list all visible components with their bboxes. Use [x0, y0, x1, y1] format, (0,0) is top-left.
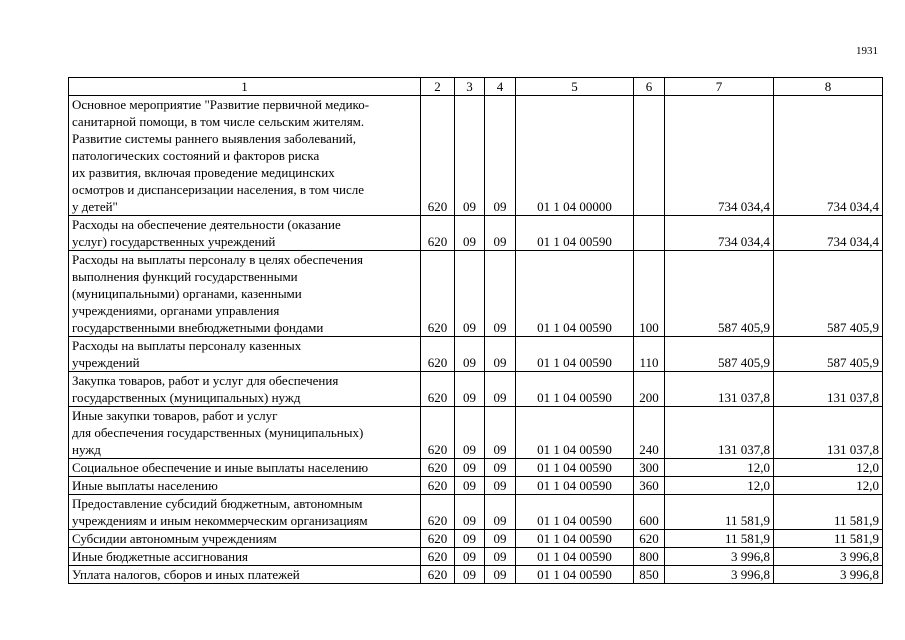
table-row — [69, 459, 883, 477]
column-header: 6 — [634, 78, 665, 96]
ministry-code-cell: 620 — [421, 337, 455, 372]
table-body — [69, 96, 883, 584]
column-header: 1 — [69, 78, 421, 96]
ministry-code-cell: 620 — [421, 96, 455, 216]
amount-cell: 587 405,9 — [665, 251, 774, 337]
section-code-cell: 09 — [455, 566, 485, 584]
row-name-line: для обеспечения государственных (муниципальных) — [72, 425, 364, 440]
ministry-code-cell: 620 — [421, 477, 455, 495]
expense-type-cell: 600 — [634, 495, 665, 530]
subsection-code-cell: 09 — [485, 495, 516, 530]
row-name-cell — [69, 548, 421, 566]
expense-type-cell: 110 — [634, 337, 665, 372]
target-article-cell: 01 1 04 00590 — [516, 530, 634, 548]
row-name-line: Иные выплаты населению — [72, 478, 218, 493]
row-name-line: у детей" — [72, 199, 118, 214]
table-row — [69, 566, 883, 584]
row-name-cell — [69, 216, 421, 251]
ministry-code-cell: 620 — [421, 407, 455, 459]
row-name-cell — [69, 372, 421, 407]
ministry-code-cell: 620 — [421, 372, 455, 407]
row-name-line: Субсидии автономным учреждениям — [72, 531, 277, 546]
row-name-line: Социальное обеспечение и иные выплаты населению — [72, 460, 369, 475]
section-code-cell: 09 — [455, 337, 485, 372]
amount-total-cell: 734 034,4 — [774, 216, 883, 251]
row-name-cell — [69, 477, 421, 495]
row-name-cell — [69, 251, 421, 337]
expense-type-cell: 300 — [634, 459, 665, 477]
amount-total-cell: 11 581,9 — [774, 495, 883, 530]
subsection-code-cell: 09 — [485, 96, 516, 216]
row-name-line: Иные бюджетные ассигнования — [72, 549, 249, 564]
subsection-code-cell: 09 — [485, 337, 516, 372]
amount-total-cell: 12,0 — [774, 477, 883, 495]
target-article-cell: 01 1 04 00590 — [516, 407, 634, 459]
row-name-cell — [69, 96, 421, 216]
row-name-line: патологических состояний и факторов риска — [72, 148, 320, 163]
subsection-code-cell: 09 — [485, 372, 516, 407]
amount-cell: 12,0 — [665, 459, 774, 477]
row-name-line: Развитие системы раннего выявления заболеваний, — [72, 131, 356, 146]
row-name-line: учреждениям и иным некоммерческим организациям — [72, 513, 368, 528]
amount-cell: 3 996,8 — [665, 548, 774, 566]
amount-total-cell: 587 405,9 — [774, 337, 883, 372]
table-row — [69, 96, 883, 216]
budget-table — [68, 77, 883, 584]
section-code-cell: 09 — [455, 96, 485, 216]
table-row — [69, 251, 883, 337]
table-row — [69, 530, 883, 548]
expense-type-cell: 850 — [634, 566, 665, 584]
subsection-code-cell: 09 — [485, 216, 516, 251]
ministry-code-cell: 620 — [421, 216, 455, 251]
target-article-cell: 01 1 04 00000 — [516, 96, 634, 216]
row-name-cell — [69, 566, 421, 584]
table-row — [69, 337, 883, 372]
column-header: 5 — [516, 78, 634, 96]
row-name-line: осмотров и диспансеризации населения, в том числе — [72, 182, 365, 197]
ministry-code-cell: 620 — [421, 459, 455, 477]
expense-type-cell: 240 — [634, 407, 665, 459]
amount-cell: 587 405,9 — [665, 337, 774, 372]
section-code-cell: 09 — [455, 495, 485, 530]
row-name-cell — [69, 495, 421, 530]
amount-total-cell: 131 037,8 — [774, 372, 883, 407]
row-name-line: государственными внебюджетными фондами — [72, 320, 324, 335]
ministry-code-cell: 620 — [421, 566, 455, 584]
target-article-cell: 01 1 04 00590 — [516, 566, 634, 584]
amount-cell: 734 034,4 — [665, 216, 774, 251]
subsection-code-cell: 09 — [485, 407, 516, 459]
expense-type-cell: 620 — [634, 530, 665, 548]
row-name-line: Предоставление субсидий бюджетным, автономным — [72, 496, 363, 511]
row-name-cell — [69, 407, 421, 459]
amount-total-cell: 131 037,8 — [774, 407, 883, 459]
subsection-code-cell: 09 — [485, 477, 516, 495]
row-name-line: Расходы на выплаты персоналу казенных — [72, 338, 302, 353]
amount-total-cell: 3 996,8 — [774, 548, 883, 566]
target-article-cell: 01 1 04 00590 — [516, 372, 634, 407]
section-code-cell: 09 — [455, 407, 485, 459]
row-name-line: санитарной помощи, в том числе сельским жителям. — [72, 114, 365, 129]
row-name-cell — [69, 459, 421, 477]
row-name-line: Закупка товаров, работ и услуг для обеспечения — [72, 373, 339, 388]
ministry-code-cell: 620 — [421, 530, 455, 548]
target-article-cell: 01 1 04 00590 — [516, 495, 634, 530]
column-header: 3 — [455, 78, 485, 96]
table-row — [69, 477, 883, 495]
row-name-line: учреждениями, органами управления — [72, 303, 280, 318]
header-row — [69, 78, 883, 96]
section-code-cell: 09 — [455, 530, 485, 548]
column-header: 8 — [774, 78, 883, 96]
expense-type-cell — [634, 216, 665, 251]
target-article-cell: 01 1 04 00590 — [516, 548, 634, 566]
column-header: 7 — [665, 78, 774, 96]
subsection-code-cell: 09 — [485, 459, 516, 477]
expense-type-cell: 100 — [634, 251, 665, 337]
ministry-code-cell: 620 — [421, 251, 455, 337]
amount-total-cell: 11 581,9 — [774, 530, 883, 548]
ministry-code-cell: 620 — [421, 548, 455, 566]
amount-cell: 131 037,8 — [665, 407, 774, 459]
table-row — [69, 372, 883, 407]
row-name-line: услуг) государственных учреждений — [72, 234, 276, 249]
ministry-code-cell: 620 — [421, 495, 455, 530]
table-row — [69, 407, 883, 459]
table-row — [69, 216, 883, 251]
column-header: 2 — [421, 78, 455, 96]
target-article-cell: 01 1 04 00590 — [516, 337, 634, 372]
section-code-cell: 09 — [455, 372, 485, 407]
amount-total-cell: 587 405,9 — [774, 251, 883, 337]
amount-cell: 11 581,9 — [665, 495, 774, 530]
section-code-cell: 09 — [455, 459, 485, 477]
subsection-code-cell: 09 — [485, 548, 516, 566]
expense-type-cell: 360 — [634, 477, 665, 495]
section-code-cell: 09 — [455, 548, 485, 566]
page-number: 1931 — [856, 45, 878, 57]
amount-total-cell: 3 996,8 — [774, 566, 883, 584]
row-name-line: выполнения функций государственными — [72, 269, 298, 284]
target-article-cell: 01 1 04 00590 — [516, 459, 634, 477]
row-name-line: Расходы на выплаты персоналу в целях обеспечения — [72, 252, 364, 267]
amount-cell: 734 034,4 — [665, 96, 774, 216]
target-article-cell: 01 1 04 00590 — [516, 477, 634, 495]
row-name-line: Уплата налогов, сборов и иных платежей — [72, 567, 300, 582]
subsection-code-cell: 09 — [485, 251, 516, 337]
row-name-line: их развития, включая проведение медицинских — [72, 165, 335, 180]
row-name-cell — [69, 337, 421, 372]
row-name-line: государственных (муниципальных) нужд — [72, 390, 301, 405]
amount-cell: 3 996,8 — [665, 566, 774, 584]
expense-type-cell: 200 — [634, 372, 665, 407]
subsection-code-cell: 09 — [485, 530, 516, 548]
section-code-cell: 09 — [455, 251, 485, 337]
expense-type-cell — [634, 96, 665, 216]
section-code-cell: 09 — [455, 216, 485, 251]
expense-type-cell: 800 — [634, 548, 665, 566]
row-name-line: (муниципальными) органами, казенными — [72, 286, 302, 301]
amount-cell: 131 037,8 — [665, 372, 774, 407]
amount-cell: 11 581,9 — [665, 530, 774, 548]
column-header: 4 — [485, 78, 516, 96]
target-article-cell: 01 1 04 00590 — [516, 216, 634, 251]
section-code-cell: 09 — [455, 477, 485, 495]
target-article-cell: 01 1 04 00590 — [516, 251, 634, 337]
row-name-line: нужд — [72, 442, 101, 457]
row-name-line: Основное мероприятие "Развитие первичной медико- — [72, 97, 370, 112]
amount-total-cell: 734 034,4 — [774, 96, 883, 216]
row-name-line: учреждений — [72, 355, 140, 370]
table-row — [69, 495, 883, 530]
row-name-line: Иные закупки товаров, работ и услуг — [72, 408, 278, 423]
row-name-line: Расходы на обеспечение деятельности (оказание — [72, 217, 341, 232]
table-row — [69, 548, 883, 566]
subsection-code-cell: 09 — [485, 566, 516, 584]
row-name-cell — [69, 530, 421, 548]
amount-cell: 12,0 — [665, 477, 774, 495]
amount-total-cell: 12,0 — [774, 459, 883, 477]
